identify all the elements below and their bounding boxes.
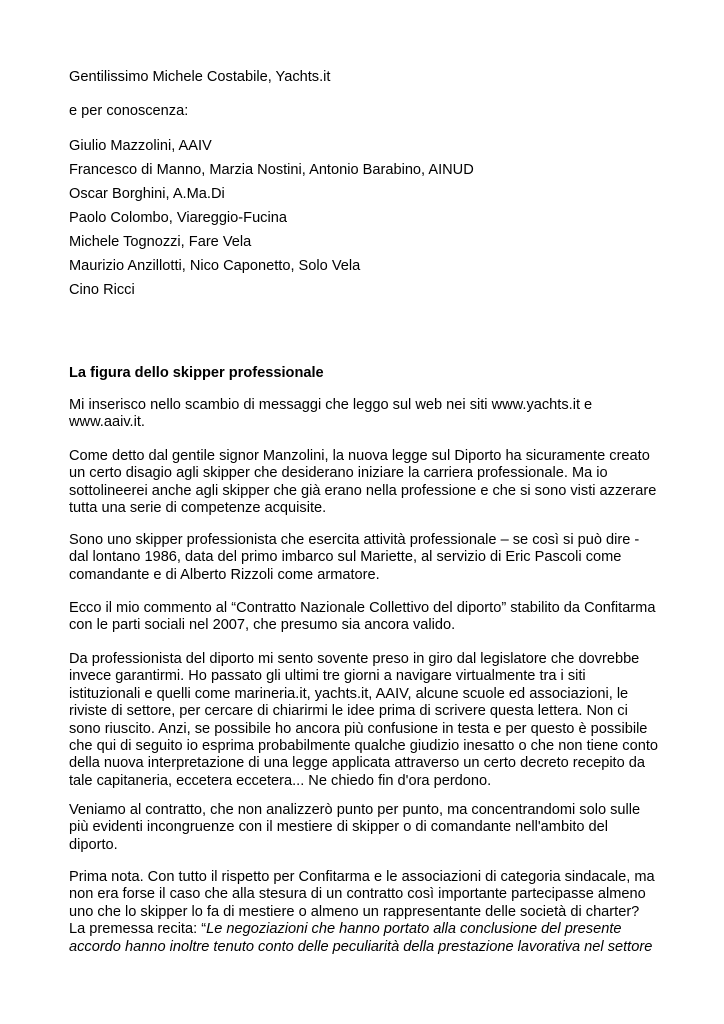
- recipient-item: Oscar Borghini, A.Ma.Di: [69, 186, 225, 202]
- body-paragraph: Ecco il mio commento al “Contratto Nazionale Collettivo del diporto” stabilito da Confitarma con le parti sociali nel 2007, che presumo sia ancora valido.: [69, 600, 656, 634]
- paragraph-text: Prima nota. Con tutto il rispetto per Confitarma e le associazioni di categoria sindacale, ma non era forse il caso che alla stesura di un contratto così importante partecipasse almeno uno che lo skipper lo fa di mestiere o almeno un rappresentante delle società di charter? La premessa recita: “: [69, 869, 655, 938]
- body-paragraph: Da professionista del diporto mi sento sovente preso in giro dal legislatore che dovrebbe invece garantirmi. Ho passato gli ultimi tre giorni a navigare virtualmente tra i siti istituzionali e quelli come marineria.it, yachts.it, AAIV, alcune scuole ed associazioni, le riviste di settore, per cercare di chiarirmi le idee prima di scrivere questa lettera. Non ci sono riuscito. Anzi, se possibile ho ancora più confusione in testa e per questo è possibile che qui di seguito io esprima probabilmente qualche giudizio inesatto o che non tiene conto della nuova interpretazione di una legge applicata attraverso un certo decreto recepito da tale capitaneria, eccetera eccetera... Ne chiedo fin d'ora perdono.: [69, 651, 659, 789]
- recipient-item: Francesco di Manno, Marzia Nostini, Antonio Barabino, AINUD: [69, 162, 474, 178]
- recipient-item: Cino Ricci: [69, 282, 135, 298]
- body-paragraph: Come detto dal gentile signor Manzolini, la nuova legge sul Diporto ha sicuramente creato un certo disagio agli skipper che desiderano iniziare la carriera professionale. Ma io sottolineerei anche agli skipper che già erano nella professione e che si sono visti azzerare tutta una serie di competenze acquisite.: [69, 448, 657, 517]
- recipient-item: Michele Tognozzi, Fare Vela: [69, 234, 252, 250]
- recipient-item: Paolo Colombo, Viareggio-Fucina: [69, 210, 287, 226]
- contract-quote: Le negoziazioni che hanno portato alla conclusione del presente accordo hanno inoltre tenuto conto delle peculiarità della prestazione lavorativa nel settore: [69, 921, 653, 955]
- cc-intro: e per conoscenza:: [69, 103, 189, 119]
- letter-title: La figura dello skipper professionale: [69, 365, 324, 381]
- salutation: Gentilissimo Michele Costabile, Yachts.it: [69, 69, 331, 85]
- recipient-item: Maurizio Anzillotti, Nico Caponetto, Solo Vela: [69, 258, 361, 274]
- body-paragraph-last: [69, 869, 659, 956]
- body-paragraph: Sono uno skipper professionista che esercita attività professionale – se così si può dire - dal lontano 1986, data del primo imbarco sul Mariette, al servizio di Eric Pascoli come comandante e di Alberto Rizzoli come armatore.: [69, 532, 640, 583]
- body-paragraph: Veniamo al contratto, che non analizzerò punto per punto, ma concentrandomi solo sulle più evidenti incongruenze con il mestiere di skipper o di comandante nell'ambito del diporto.: [69, 802, 641, 853]
- recipient-item: Giulio Mazzolini, AAIV: [69, 138, 212, 154]
- body-paragraph: Mi inserisco nello scambio di messaggi che leggo sul web nei siti www.yachts.it e www.aaiv.it.: [69, 397, 593, 431]
